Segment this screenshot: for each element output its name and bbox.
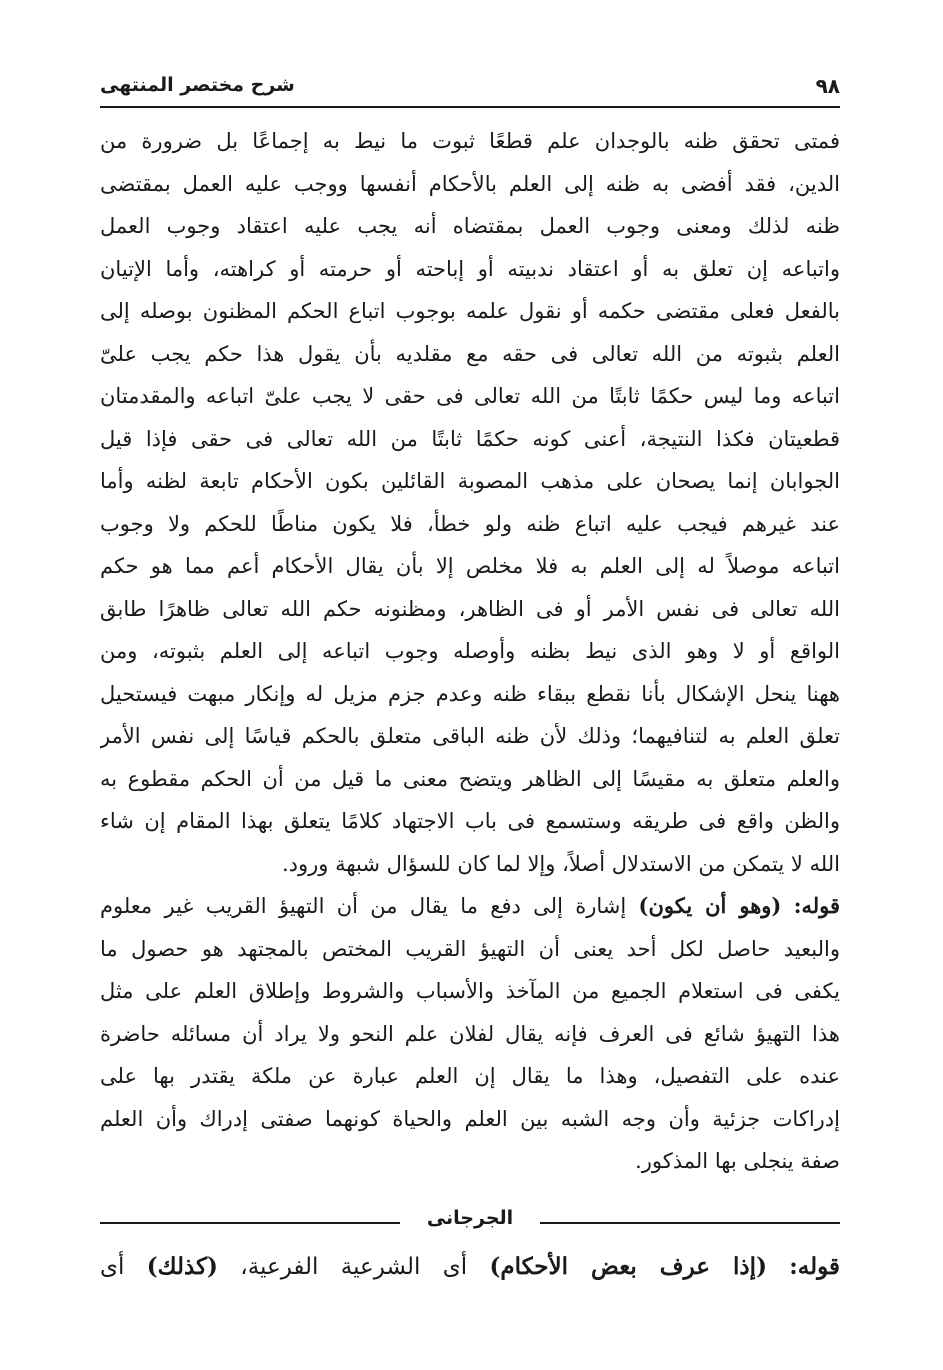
text-line: إدراكات جزئية وأن وجه الشبه بين العلم والحياة كونهما صفتى إدراك وأن العلم	[100, 1106, 840, 1131]
commentary-label: قوله:	[789, 1253, 840, 1280]
divider-rule-left	[100, 1222, 400, 1224]
text-fragment: إشارة إلى دفع ما يقال من أن التهيؤ القريب غير معلوم	[100, 894, 627, 918]
text-line: صفة ينجلى بها المذكور.	[635, 1149, 840, 1173]
text-line: واتباعه إن تعلق به أو اعتقاد ندبيته أو إباحته أو حرمته أو كراهته، وأما الإتيان	[100, 256, 840, 281]
text-line: هذا التهيؤ شائع فى العرف فإنه يقال لفلان علم النحو ولا يراد أن مسائله حاضرة	[100, 1021, 840, 1046]
quote-label: قوله:	[793, 893, 840, 918]
commentary-divider	[100, 1207, 840, 1237]
quoted-phrase: (وهو أن يكون)	[638, 893, 782, 918]
text-line: الجوابان إنما يصحان على مذهب المصوبة القائلين بكون الأحكام تابعة لظنه وأما	[100, 469, 840, 493]
paragraph-start-line	[100, 885, 840, 928]
text-line: ظنه لذلك ومعنى وجوب العمل بمقتضاه أنه يجب عليه اعتقاد وجوب العمل	[100, 214, 840, 238]
text-line: فمتى تحقق ظنه بالوجدان علم قطعًا ثبوت ما نيط به إجماعًا بل ضرورة من	[100, 129, 840, 153]
text-fragment: أى الشرعية الفرعية،	[240, 1254, 468, 1280]
text-line: عند غيرهم فيجب عليه اتباع ظنه ولو خطأ، فلا يكون مناطًا للحكم ولا وجوب	[100, 511, 840, 536]
text-line: قطعيتان فكذا النتيجة، أعنى كونه حكمًا ثابتًا من الله تعالى فى حقى فإذا قيل	[100, 426, 840, 451]
text-line: بالفعل فعلى مقتضى حكمه أو نقول علمه بوجوب اتباع الحكم المظنون بوصله إلى	[100, 299, 840, 323]
text-line: الله تعالى فى نفس الأمر أو فى الظاهر، ومظنونه حكم الله تعالى ظاهرًا طابق	[100, 596, 840, 621]
text-line: والعلم متعلق به مقيسًا إلى الظاهر ويتضح معنى ما قيل من أن الحكم مقطوع به	[100, 766, 840, 791]
text-line: الدين، فقد أفضى به ظنه إلى العلم بالأحكام أنفسها ووجب عليه العمل بمقتضى	[100, 171, 840, 196]
text-line: عنده على التفصيل، وهذا ما يقال إن العلم عبارة عن ملكة يقتدر بها على	[100, 1064, 840, 1088]
quoted-phrase: (كذلك)	[146, 1253, 218, 1280]
text-line: الله لا يتمكن من الاستدلال أصلاً، وإلا لما كان للسؤال شبهة ورود.	[281, 851, 840, 876]
page-number: ٩٨	[815, 74, 840, 98]
commentary-text	[100, 1245, 840, 1289]
running-title: شرح مختصر المنتهى	[100, 74, 295, 96]
text-line: ههنا ينحل الإشكال بأنا نقطع ببقاء ظنه وعدم جزم مزيل له وإنكار مبهت فيستحيل	[100, 681, 840, 706]
text-line: اتباعه وما ليس حكمًا ثابتًا من الله تعالى فى حقى لا يجب علىّ اتباعه والمقدمتان	[100, 384, 840, 408]
text-line: والبعيد حاصل لكل أحد يعنى أن التهيؤ القريب المختص بالمجتهد هو حصول ما	[100, 936, 840, 961]
text-line: العلم بثبوته من الله تعالى فى حقه مع مقلديه بأن يقول هذا حكم يجب علىّ	[100, 341, 840, 366]
text-line: والظن واقع فى طريقه وستسمع فى باب الاجتهاد كلامًا يتعلق بهذا المقام إن شاء	[100, 809, 840, 833]
text-line: اتباعه موصلاً له إلى العلم به فلا مخلص إلا بأن يقال الأحكام أعم مما هو حكم	[100, 554, 840, 578]
text-line: تعلق العلم به لتنافيهما؛ وذلك لأن ظنه الباقى متعلق بالحكم قياسًا إلى نفس الأمر	[100, 724, 840, 748]
main-text	[100, 120, 840, 1183]
text-fragment: أى	[100, 1254, 125, 1280]
divider-rule-right	[540, 1222, 840, 1224]
page-header	[100, 72, 840, 104]
header-rule	[100, 106, 840, 108]
text-line: الواقع أو لا وهو الذى نيط بظنه وأوصله وجوب اتباعه إلى العلم بثبوته، ومن	[100, 639, 840, 663]
quoted-phrase: (إذا عرف بعض الأحكام)	[489, 1253, 767, 1280]
divider-label: الجرجانى	[426, 1207, 514, 1229]
text-line: يكفى فى استعلام الجميع من المآخذ والأسباب والشروط وإطلاق العلم على مثل	[100, 979, 840, 1003]
